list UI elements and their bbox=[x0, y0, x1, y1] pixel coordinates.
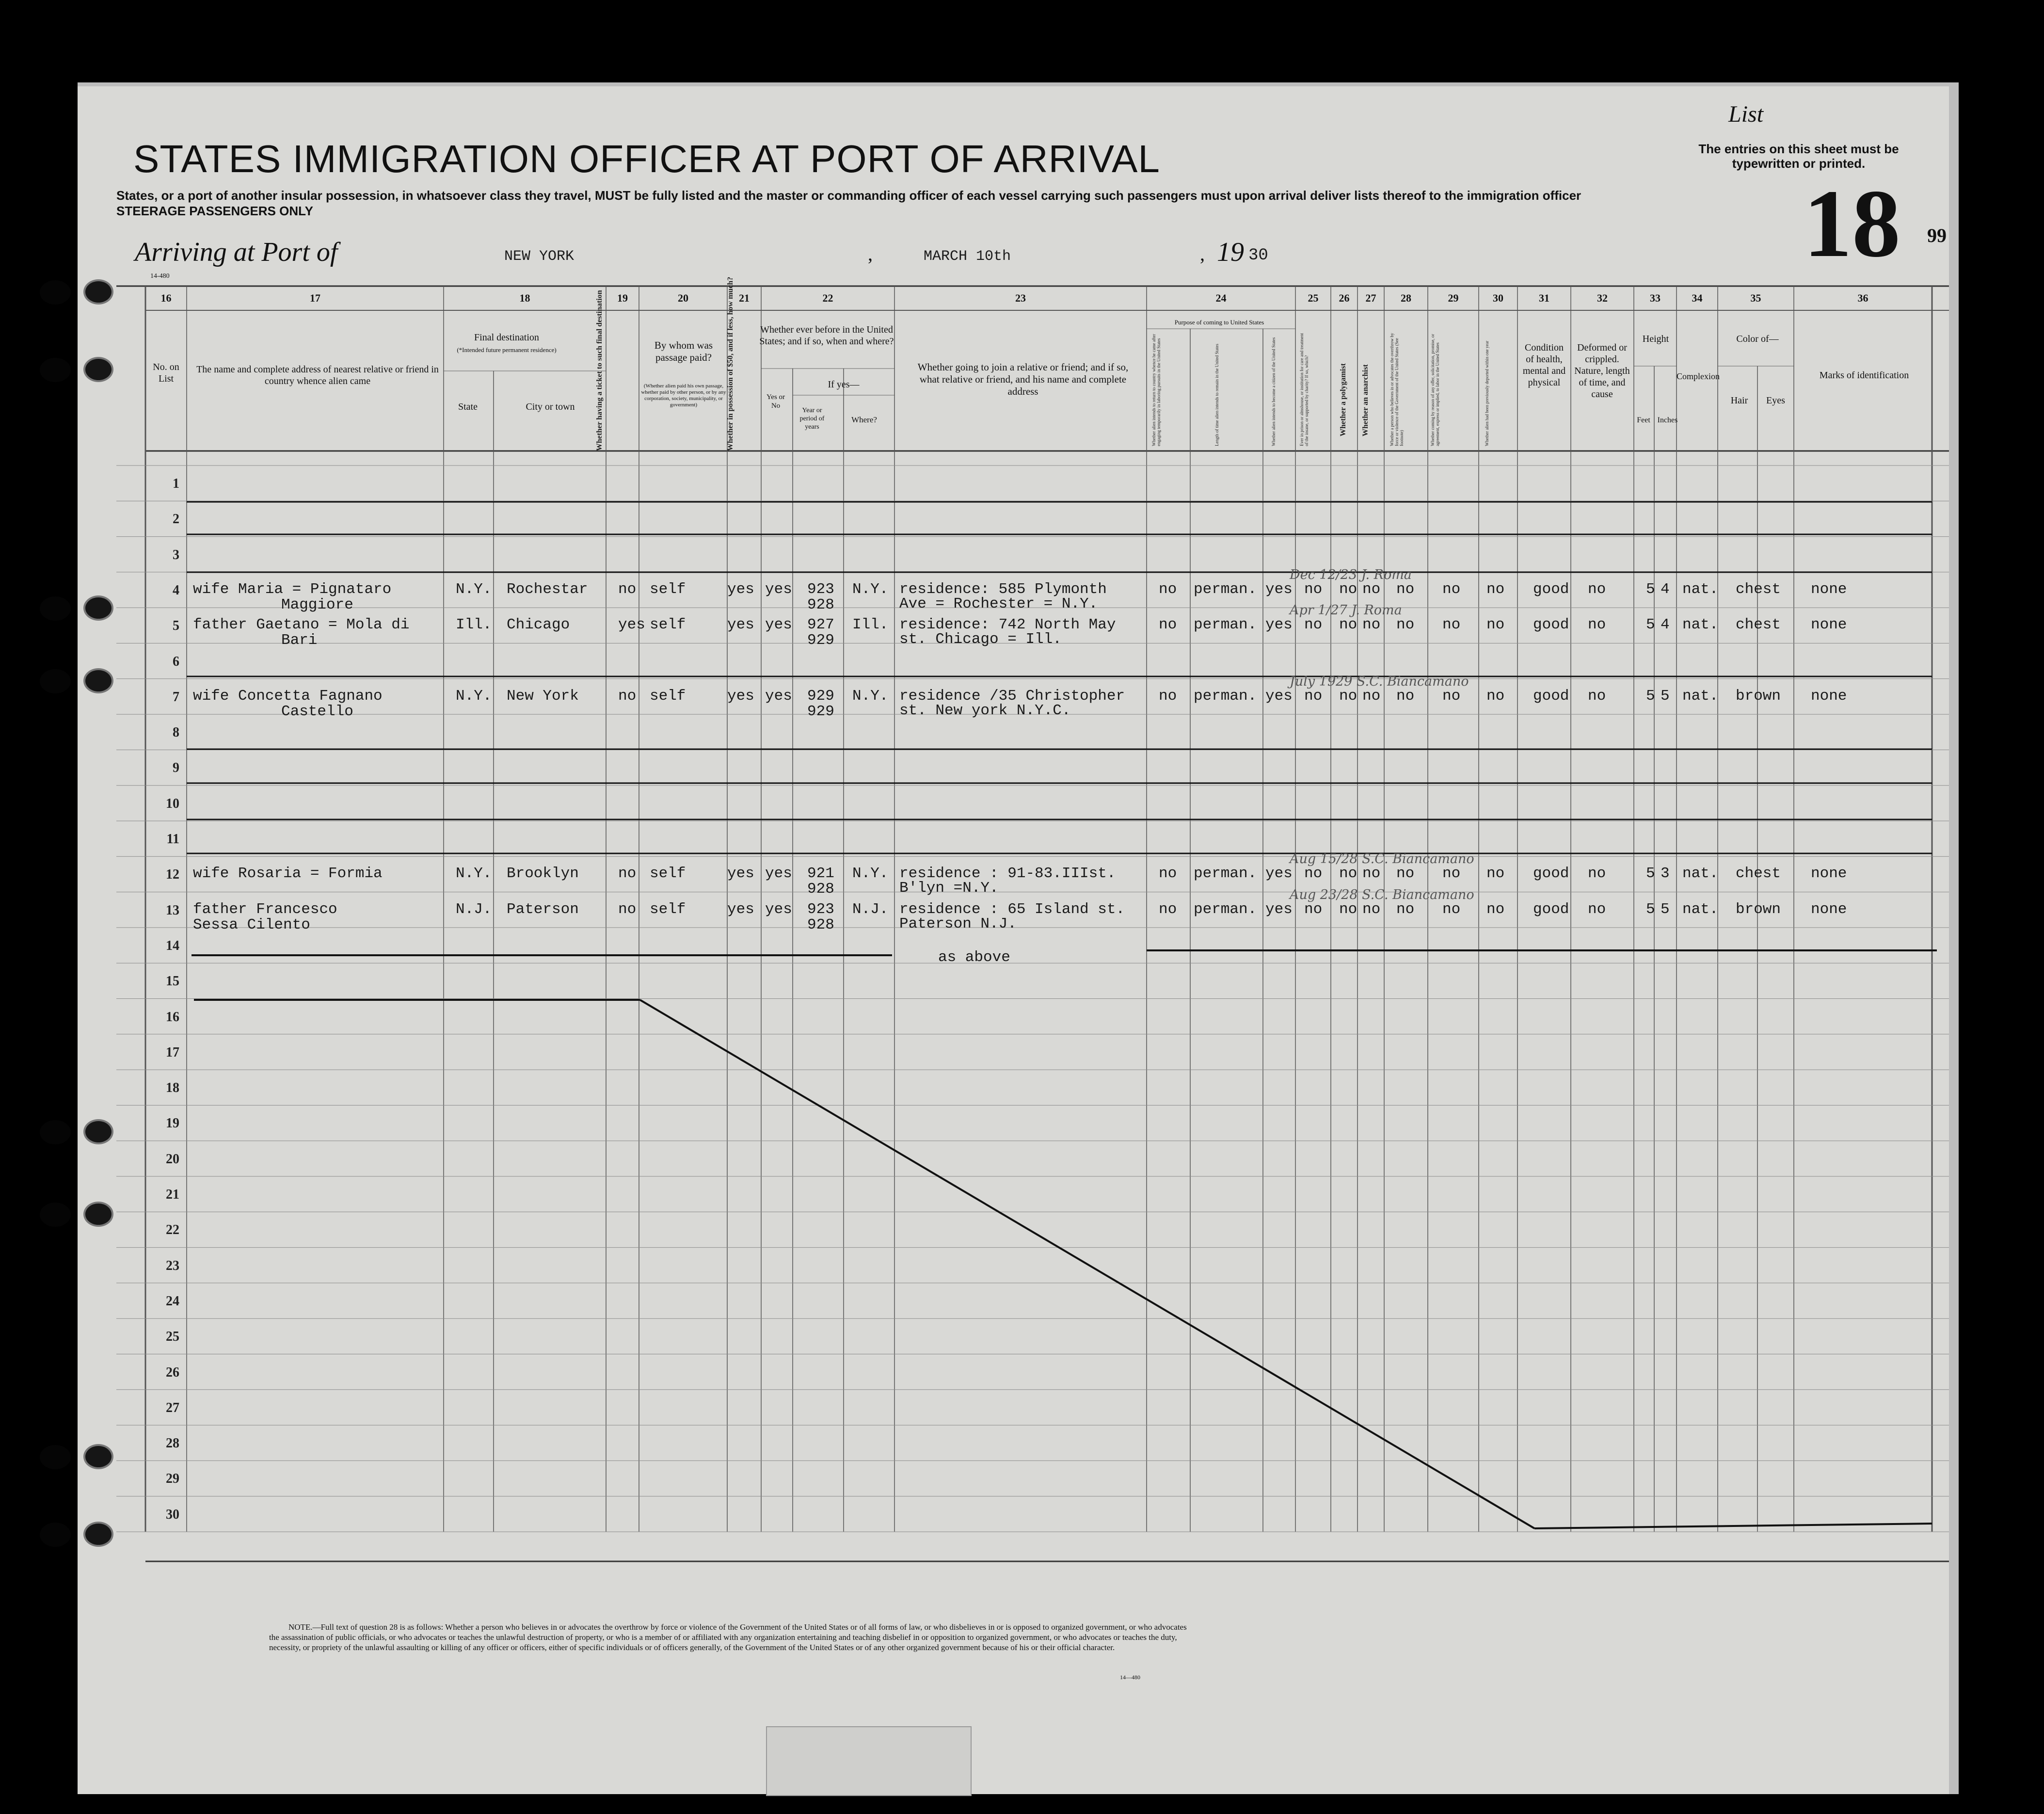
entry-ticket: yes bbox=[618, 616, 645, 634]
entry-length: perman. bbox=[1194, 900, 1257, 918]
entry-marks: none bbox=[1811, 865, 1847, 883]
entry-q29: no bbox=[1442, 865, 1461, 883]
col-22-ifyes: If yes— bbox=[828, 379, 860, 390]
entry-polyg: no bbox=[1339, 865, 1357, 883]
entry-relative-continued: Sessa Cilento bbox=[193, 916, 310, 933]
col-22-period: Year or period of years bbox=[799, 407, 825, 431]
entry-polyg: no bbox=[1339, 687, 1357, 705]
entry-ticket: no bbox=[618, 865, 637, 883]
arriving-label: Arriving at Port of bbox=[135, 237, 338, 267]
col-20-subheading: (Whether alien paid his own passage, whether paid by other person, or by any corporation, society, municipality, or government) bbox=[641, 383, 726, 408]
entry-deformed: no bbox=[1588, 687, 1606, 705]
row-number: 5 bbox=[173, 618, 179, 634]
entry-state: Ill. bbox=[456, 616, 492, 634]
entry-polyg: no bbox=[1339, 900, 1357, 918]
entry-prison: no bbox=[1304, 900, 1323, 918]
entry-marks: none bbox=[1811, 580, 1847, 598]
col-35-heading: Color of— bbox=[1736, 334, 1779, 344]
col-22-yesno: Yes or No bbox=[766, 393, 785, 410]
col-17-heading: The name and complete address of nearest relative or friend in country whence alien came bbox=[196, 364, 439, 386]
column-number: 34 bbox=[1692, 292, 1703, 304]
entry-join: residence: 742 North May bbox=[899, 616, 1116, 634]
row-number: 29 bbox=[166, 1471, 179, 1487]
form-title: STATES IMMIGRATION OFFICER AT PORT OF ARRIVAL bbox=[133, 137, 1160, 180]
entry-feet: 5 bbox=[1646, 616, 1655, 634]
col-22-heading: Whether ever before in the United States; and if so, when and where? bbox=[759, 324, 894, 347]
row-number: 7 bbox=[173, 689, 179, 705]
row-number: 14 bbox=[166, 938, 179, 953]
row-number: 2 bbox=[173, 512, 179, 527]
row-number: 27 bbox=[166, 1400, 179, 1415]
handwritten-annotation: Apr 1/27 J. Roma bbox=[1290, 603, 1402, 618]
entry-years: 923 bbox=[807, 900, 834, 918]
entry-q28: no bbox=[1396, 865, 1415, 883]
entry-where: N.Y. bbox=[852, 580, 889, 598]
col-31-heading: Condition of health, mental and physical bbox=[1522, 342, 1566, 388]
form-number: 14-480 bbox=[150, 273, 170, 280]
entry-anarch: no bbox=[1362, 900, 1381, 918]
entry-citizen: yes bbox=[1265, 900, 1293, 918]
entry-feet: 5 bbox=[1646, 900, 1655, 918]
entry-deformed: no bbox=[1588, 616, 1606, 634]
entry-hair: brown bbox=[1736, 687, 1781, 705]
entry-return: no bbox=[1159, 900, 1177, 918]
entry-complexion: nat. bbox=[1682, 865, 1719, 883]
entry-state: N.Y. bbox=[456, 580, 492, 598]
column-number: 33 bbox=[1650, 292, 1661, 304]
row-number: 11 bbox=[166, 832, 179, 847]
entry-q30: no bbox=[1486, 865, 1505, 883]
entry-ticket: no bbox=[618, 687, 637, 705]
column-number: 25 bbox=[1308, 292, 1319, 304]
entry-years-continued: 928 bbox=[807, 596, 834, 613]
entry-before: yes bbox=[765, 616, 792, 634]
entry-length: perman. bbox=[1194, 687, 1257, 705]
entry-join: residence /35 Christopher bbox=[899, 687, 1125, 705]
entry-years: 927 bbox=[807, 616, 834, 634]
entry-city: Chicago bbox=[507, 616, 570, 634]
entry-q28: no bbox=[1396, 580, 1415, 598]
entry-prison: no bbox=[1304, 616, 1323, 634]
line-out bbox=[1534, 1524, 1932, 1528]
entry-relative-continued: Maggiore bbox=[281, 596, 353, 613]
col-22-where: Where? bbox=[851, 415, 877, 424]
entry-q28: no bbox=[1396, 900, 1415, 918]
entry-q29: no bbox=[1442, 900, 1461, 918]
col-36-heading: Marks of identification bbox=[1819, 370, 1909, 381]
entry-state: N.J. bbox=[456, 900, 492, 918]
col-16-heading: No. on List bbox=[153, 362, 179, 384]
entry-length: perman. bbox=[1194, 616, 1257, 634]
entry-city: New York bbox=[507, 687, 579, 705]
entry-health: good bbox=[1533, 580, 1569, 598]
entry-state: N.Y. bbox=[456, 865, 492, 883]
entry-health: good bbox=[1533, 687, 1569, 705]
entry-before: yes bbox=[765, 687, 792, 705]
row-number: 15 bbox=[166, 974, 179, 989]
entry-paid: self bbox=[650, 687, 686, 705]
entry-return: no bbox=[1159, 616, 1177, 634]
entry-health: good bbox=[1533, 900, 1569, 918]
entry-where: Ill. bbox=[852, 616, 889, 634]
steerage-label: STEERAGE PASSENGERS ONLY bbox=[116, 204, 313, 218]
entry-return: no bbox=[1159, 580, 1177, 598]
entry-ticket: no bbox=[618, 900, 637, 918]
list-number: 18 bbox=[1804, 170, 1900, 277]
row-number: 18 bbox=[166, 1080, 179, 1096]
column-number: 31 bbox=[1539, 292, 1549, 304]
col-28-heading: Whether a person who believes in or advocates the overthrow by force or violence of the Government of the United States (See footnote) bbox=[1389, 333, 1404, 446]
entry-feet: 5 bbox=[1646, 865, 1655, 883]
entry-q30: no bbox=[1486, 580, 1505, 598]
entry-citizen: yes bbox=[1265, 616, 1293, 634]
entry-marks: none bbox=[1811, 900, 1847, 918]
column-number: 19 bbox=[617, 292, 628, 304]
entry-join-continued: st. New york N.Y.C. bbox=[899, 702, 1071, 719]
col-35-eyes: Eyes bbox=[1766, 395, 1785, 406]
row-number: 23 bbox=[166, 1258, 179, 1273]
col-18-subheading: (*Intended future permanent residence) bbox=[457, 346, 557, 353]
entry-inches: 5 bbox=[1661, 687, 1670, 705]
column-number: 27 bbox=[1365, 292, 1376, 304]
col-33-inches: Inches bbox=[1657, 416, 1678, 424]
entry-inches: 5 bbox=[1661, 900, 1670, 918]
entry-deformed: no bbox=[1588, 865, 1606, 883]
column-number: 30 bbox=[1493, 292, 1503, 304]
entry-money: yes bbox=[727, 580, 754, 598]
entry-return: no bbox=[1159, 865, 1177, 883]
row-number: 24 bbox=[166, 1293, 179, 1309]
row-number: 13 bbox=[166, 902, 179, 918]
column-number: 20 bbox=[678, 292, 688, 304]
row-number: 4 bbox=[173, 582, 179, 598]
col-24-heading: Purpose of coming to United States bbox=[1174, 319, 1264, 326]
entry-deformed: no bbox=[1588, 580, 1606, 598]
entry-hair: chest bbox=[1736, 616, 1781, 634]
col-32-heading: Deformed or crippled. Nature, length of time, and cause bbox=[1574, 342, 1630, 400]
col-24c-heading: Whether alien intends to become a citizen of the United States bbox=[1271, 337, 1276, 446]
entry-years: 929 bbox=[807, 687, 834, 705]
column-number: 24 bbox=[1215, 292, 1227, 304]
entry-prison: no bbox=[1304, 687, 1323, 705]
column-number: 26 bbox=[1339, 292, 1350, 304]
entry-relative-continued: Castello bbox=[281, 703, 353, 720]
entry-q30: no bbox=[1486, 616, 1505, 634]
entry-citizen: yes bbox=[1265, 865, 1293, 883]
entry-prison: no bbox=[1304, 580, 1323, 598]
entry-join: residence : 65 Island st. bbox=[899, 900, 1125, 918]
date-value: MARCH 10th bbox=[924, 248, 1011, 265]
entry-citizen: yes bbox=[1265, 687, 1293, 705]
entry-hair: brown bbox=[1736, 900, 1781, 918]
row-number: 9 bbox=[173, 760, 179, 776]
entry-marks: none bbox=[1811, 616, 1847, 634]
entry-where: N.J. bbox=[852, 900, 889, 918]
entry-feet: 5 bbox=[1646, 580, 1655, 598]
entry-years-continued: 929 bbox=[807, 632, 834, 649]
row-number: 26 bbox=[166, 1365, 179, 1380]
form-subtitle: States, or a port of another insular possession, in whatsoever class they travel, MUST be fully listed and the master or commanding officer of each vessel carrying such passengers must upon arrival deliver lists thereof to the immigration officer bbox=[116, 188, 1581, 203]
entry-health: good bbox=[1533, 616, 1569, 634]
column-number: 35 bbox=[1750, 292, 1761, 304]
entry-inches: 4 bbox=[1661, 616, 1670, 634]
entry-money: yes bbox=[727, 900, 754, 918]
handwritten-annotation: Aug 15/28 S.C. Biancamano bbox=[1290, 851, 1474, 867]
entry-relative: father Francesco bbox=[193, 900, 337, 918]
row-number: 22 bbox=[166, 1222, 179, 1238]
col-20-heading: By whom was passage paid? bbox=[654, 339, 713, 363]
col-18-heading: Final destination bbox=[474, 332, 539, 343]
column-number: 16 bbox=[160, 292, 172, 304]
entry-join-continued: Paterson N.J. bbox=[899, 915, 1017, 932]
diagonal-cancel bbox=[640, 1000, 1534, 1528]
entry-relative: wife Rosaria = Formia bbox=[193, 865, 383, 883]
row-number: 30 bbox=[166, 1507, 179, 1522]
entry-q30: no bbox=[1486, 900, 1505, 918]
col-18-city: City or town bbox=[526, 401, 575, 412]
column-number: 32 bbox=[1597, 292, 1608, 304]
entry-before: yes bbox=[765, 865, 792, 883]
entry-years-continued: 929 bbox=[807, 703, 834, 720]
entry-join-continued: B'lyn =N.Y. bbox=[899, 880, 999, 897]
col-30-heading: Whether alien had been previously deported within one year bbox=[1485, 340, 1489, 446]
entry-anarch: no bbox=[1362, 616, 1381, 634]
entry-complexion: nat. bbox=[1682, 616, 1719, 634]
entry-polyg: no bbox=[1339, 580, 1357, 598]
column-number: 29 bbox=[1448, 292, 1459, 304]
entry-paid: self bbox=[650, 900, 686, 918]
entry-q29: no bbox=[1442, 687, 1461, 705]
entry-q28: no bbox=[1396, 687, 1415, 705]
list-note: The entries on this sheet must be typewritten or printed. bbox=[1698, 142, 1899, 171]
row-number: 16 bbox=[166, 1009, 179, 1025]
row-number: 20 bbox=[166, 1151, 179, 1167]
port-value: NEW YORK bbox=[504, 248, 575, 265]
comma-sep: , bbox=[868, 243, 873, 265]
entry-return: no bbox=[1159, 687, 1177, 705]
entry-paid: self bbox=[650, 865, 686, 883]
entry-money: yes bbox=[727, 687, 754, 705]
entry-inches: 3 bbox=[1661, 865, 1670, 883]
entry-paid: self bbox=[650, 580, 686, 598]
column-number: 18 bbox=[519, 292, 530, 304]
entry-city: Brooklyn bbox=[507, 865, 579, 883]
entry-polyg: no bbox=[1339, 616, 1357, 634]
entry-years-continued: 928 bbox=[807, 916, 834, 933]
col-35-hair: Hair bbox=[1730, 395, 1748, 406]
entry-city: Paterson bbox=[507, 900, 579, 918]
entry-years: 921 bbox=[807, 865, 834, 883]
entry-length: perman. bbox=[1194, 580, 1257, 598]
col-25-heading: Ever in prison or almshouse, or institution for care and treatment of the insane, or supported by charity? If so, which? bbox=[1299, 333, 1309, 446]
handwritten-annotation: Aug 23/28 S.C. Biancamano bbox=[1290, 887, 1474, 902]
entry-anarch: no bbox=[1362, 580, 1381, 598]
year-prefix: 19 bbox=[1217, 237, 1244, 267]
col-33-feet: Feet bbox=[1637, 416, 1650, 424]
entry-where: N.Y. bbox=[852, 865, 889, 883]
entry-ticket: no bbox=[618, 580, 637, 598]
entry-state: N.Y. bbox=[456, 687, 492, 705]
entry-q28: no bbox=[1396, 616, 1415, 634]
entry-q29: no bbox=[1442, 580, 1461, 598]
row-number: 10 bbox=[166, 796, 179, 811]
entry-city: Rochestar bbox=[507, 580, 588, 598]
entry-complexion: nat. bbox=[1682, 900, 1719, 918]
handwritten-annotation: July 1929 S.C. Biancamano bbox=[1290, 674, 1469, 689]
entry-paid: self bbox=[650, 616, 686, 634]
handwritten-annotation: Dec 12/23 J. Roma bbox=[1290, 567, 1412, 582]
column-number: 28 bbox=[1401, 292, 1411, 304]
as-above-note: as above bbox=[938, 949, 1010, 966]
entry-anarch: no bbox=[1362, 687, 1381, 705]
entry-anarch: no bbox=[1362, 865, 1381, 883]
row-number: 28 bbox=[166, 1436, 179, 1451]
row-number: 19 bbox=[166, 1116, 179, 1131]
entry-hair: chest bbox=[1736, 865, 1781, 883]
entry-relative: wife Maria = Pignataro bbox=[193, 580, 392, 598]
entry-relative: wife Concetta Fagnano bbox=[193, 687, 383, 705]
entry-q30: no bbox=[1486, 687, 1505, 705]
entry-deformed: no bbox=[1588, 900, 1606, 918]
column-number: 22 bbox=[822, 292, 833, 304]
entry-join-continued: Ave = Rochester = N.Y. bbox=[899, 595, 1098, 612]
col-24b-heading: Length of time alien intends to remain in the United States bbox=[1214, 344, 1219, 446]
comma-sep: , bbox=[1200, 243, 1205, 265]
col-19-heading: Whether having a ticket to such final destination bbox=[595, 290, 604, 451]
entry-health: good bbox=[1533, 865, 1569, 883]
col-21-heading: Whether in possession of $50, and if less, how much? bbox=[726, 276, 735, 451]
entry-prison: no bbox=[1304, 865, 1323, 883]
column-number: 21 bbox=[739, 292, 750, 304]
col-18-state: State bbox=[458, 401, 478, 412]
entry-inches: 4 bbox=[1661, 580, 1670, 598]
row-number: 21 bbox=[166, 1187, 179, 1202]
entry-complexion: nat. bbox=[1682, 687, 1719, 705]
entry-before: yes bbox=[765, 580, 792, 598]
row-number: 1 bbox=[173, 476, 179, 491]
entry-years-continued: 928 bbox=[807, 881, 834, 898]
row-number: 8 bbox=[173, 725, 179, 740]
year-suffix: 30 bbox=[1248, 246, 1268, 265]
footnote: NOTE.—Full text of question 28 is as follows: Whether a person who believes in or advocates the overthrow by force or violence of the Government of the United States or of all forms of law, or who disbelieves in or is opposed to organized government, or who advocates the assassination of public officials, or who advocates or teaches the unlawful destruction of property, or who is a member of or affiliated with any organization entertaining and teaching disbelief in or opposition to organized government, or who advocates or teaches the duty, necessity, or propriety of the unlawful assaulting or killing of any officer or officers, either of specific individuals or of officers generally, of the Government of the United States or of any other organized government because of his or their official character. bbox=[269, 1622, 1187, 1652]
footnote-form-number: 14—480 bbox=[1120, 1674, 1140, 1681]
row-number: 3 bbox=[173, 547, 179, 562]
col-27-heading: Whether an anarchist bbox=[1361, 364, 1370, 436]
row-number: 25 bbox=[166, 1329, 179, 1345]
col-29-heading: Whether coming by reason of any offer, solicitation, promise, or agreement, express or implied, to labor in the United States bbox=[1430, 334, 1440, 446]
entry-relative-continued: Bari bbox=[281, 632, 318, 649]
entry-money: yes bbox=[727, 865, 754, 883]
entry-where: N.Y. bbox=[852, 687, 889, 705]
list-suffix: 99 bbox=[1927, 225, 1947, 246]
entry-relative: father Gaetano = Mola di bbox=[193, 616, 410, 634]
entry-feet: 5 bbox=[1646, 687, 1655, 705]
col-24a-heading: Whether alien intends to return to country whence he came after engaging temporarily in laboring pursuits in the United States bbox=[1151, 334, 1161, 446]
entry-join-continued: st. Chicago = Ill. bbox=[899, 631, 1062, 648]
entry-q29: no bbox=[1442, 616, 1461, 634]
col-23-heading: Whether going to join a relative or friend; and if so, what relative or friend, and his name and complete address bbox=[917, 361, 1129, 397]
entry-before: yes bbox=[765, 900, 792, 918]
entry-citizen: yes bbox=[1265, 580, 1293, 598]
col-34-heading: Complexion bbox=[1677, 371, 1720, 381]
entry-years: 923 bbox=[807, 580, 834, 598]
column-number: 17 bbox=[310, 292, 320, 304]
entry-join: residence: 585 Plymonth bbox=[899, 580, 1107, 598]
column-number: 36 bbox=[1857, 292, 1868, 304]
row-number: 6 bbox=[173, 654, 179, 669]
col-26-heading: Whether a polygamist bbox=[1339, 363, 1347, 436]
entry-marks: none bbox=[1811, 687, 1847, 705]
row-number: 17 bbox=[166, 1044, 179, 1060]
entry-length: perman. bbox=[1194, 865, 1257, 883]
entry-join: residence : 91-83.IIIst. bbox=[899, 865, 1116, 883]
col-33-heading: Height bbox=[1642, 334, 1669, 344]
entry-complexion: nat. bbox=[1682, 580, 1719, 598]
entry-hair: chest bbox=[1736, 580, 1781, 598]
column-number: 23 bbox=[1015, 292, 1026, 304]
row-number: 12 bbox=[166, 867, 179, 883]
entry-money: yes bbox=[727, 616, 754, 634]
list-label: List bbox=[1728, 101, 1764, 127]
